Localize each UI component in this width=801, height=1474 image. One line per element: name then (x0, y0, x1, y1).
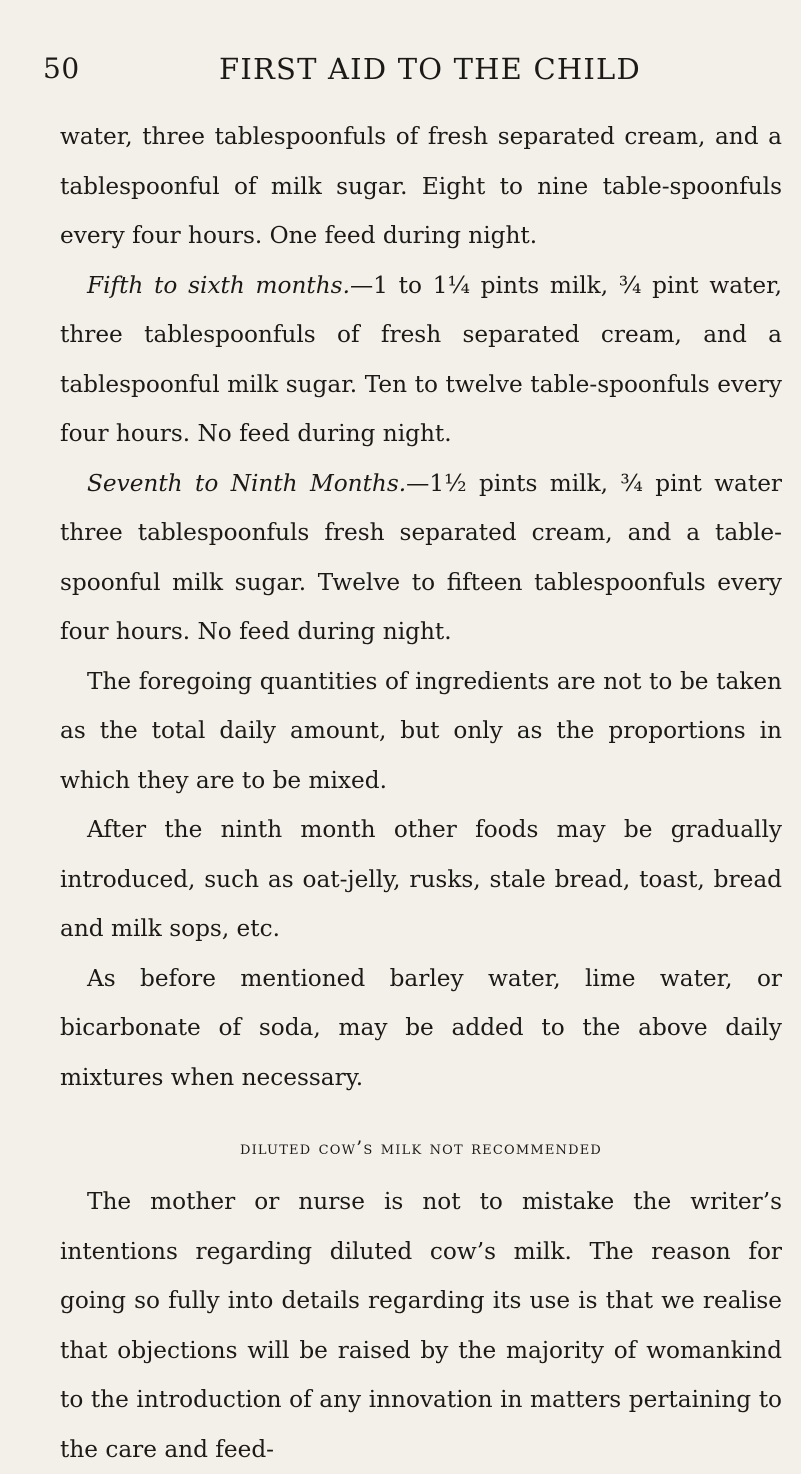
paragraph-run-in-heading: Fifth to sixth months. (87, 271, 350, 299)
running-head: FIRST AID TO THE CHILD (219, 52, 641, 86)
paragraph-text: As before mentioned barley water, lime water, or bicarbonate of soda, may be added to the above daily mixtures when necessary. (60, 964, 782, 1091)
paragraph-text: The foregoing quantities of ingredients are not to be taken as the total daily amount, but only as the proportions in which they are to be mixed. (60, 667, 782, 794)
paragraph-fifth-sixth-months (60, 261, 782, 459)
paragraph-seventh-ninth-months (60, 459, 782, 657)
paragraph (60, 954, 782, 1103)
paragraph-text: —1 to 1¼ pints milk, ¾ pint water, three tablespoonfuls of fresh separated cream, and a tablespoonful milk sugar. Ten to twelve table-spoonfuls every four hours. No feed during night. (60, 271, 782, 447)
paragraph (60, 657, 782, 806)
paragraph-text: After the ninth month other foods may be gradually introduced, such as oat-jelly, rusks, stale bread, toast, bread and milk sops, etc. (60, 816, 782, 942)
body-text (60, 112, 782, 1474)
section-paragraph (60, 1177, 782, 1474)
paragraph-run-in-heading: Seventh to Ninth Months. (87, 469, 407, 497)
paragraph-text: —1½ pints milk, ¾ pint water three tablespoonfuls fresh separated cream, and a table-spoonful milk sugar. Twelve to fifteen tablespoonfuls every four hours. No feed during night. (60, 469, 783, 645)
page-header (43, 52, 783, 96)
section-heading: diluted cow’s milk not recommended (239, 1137, 603, 1159)
paragraph (60, 805, 782, 954)
paragraph-text: The mother or nurse is not to mistake the writer’s intentions regarding diluted cow’s milk. The reason for going so fully into details regarding its use is that we realise that objections will be raised by the majority of womankind to the introduction of any innovation in matters pertaining to the care and feed- (60, 1188, 782, 1463)
page-number: 50 (43, 52, 80, 85)
paragraph (60, 112, 782, 261)
paragraph-text: water, three tablespoonfuls of fresh separated cream, and a tablespoonful of milk sugar. Eight to nine table-spoonfuls every four hours. One feed during night. (60, 123, 782, 249)
